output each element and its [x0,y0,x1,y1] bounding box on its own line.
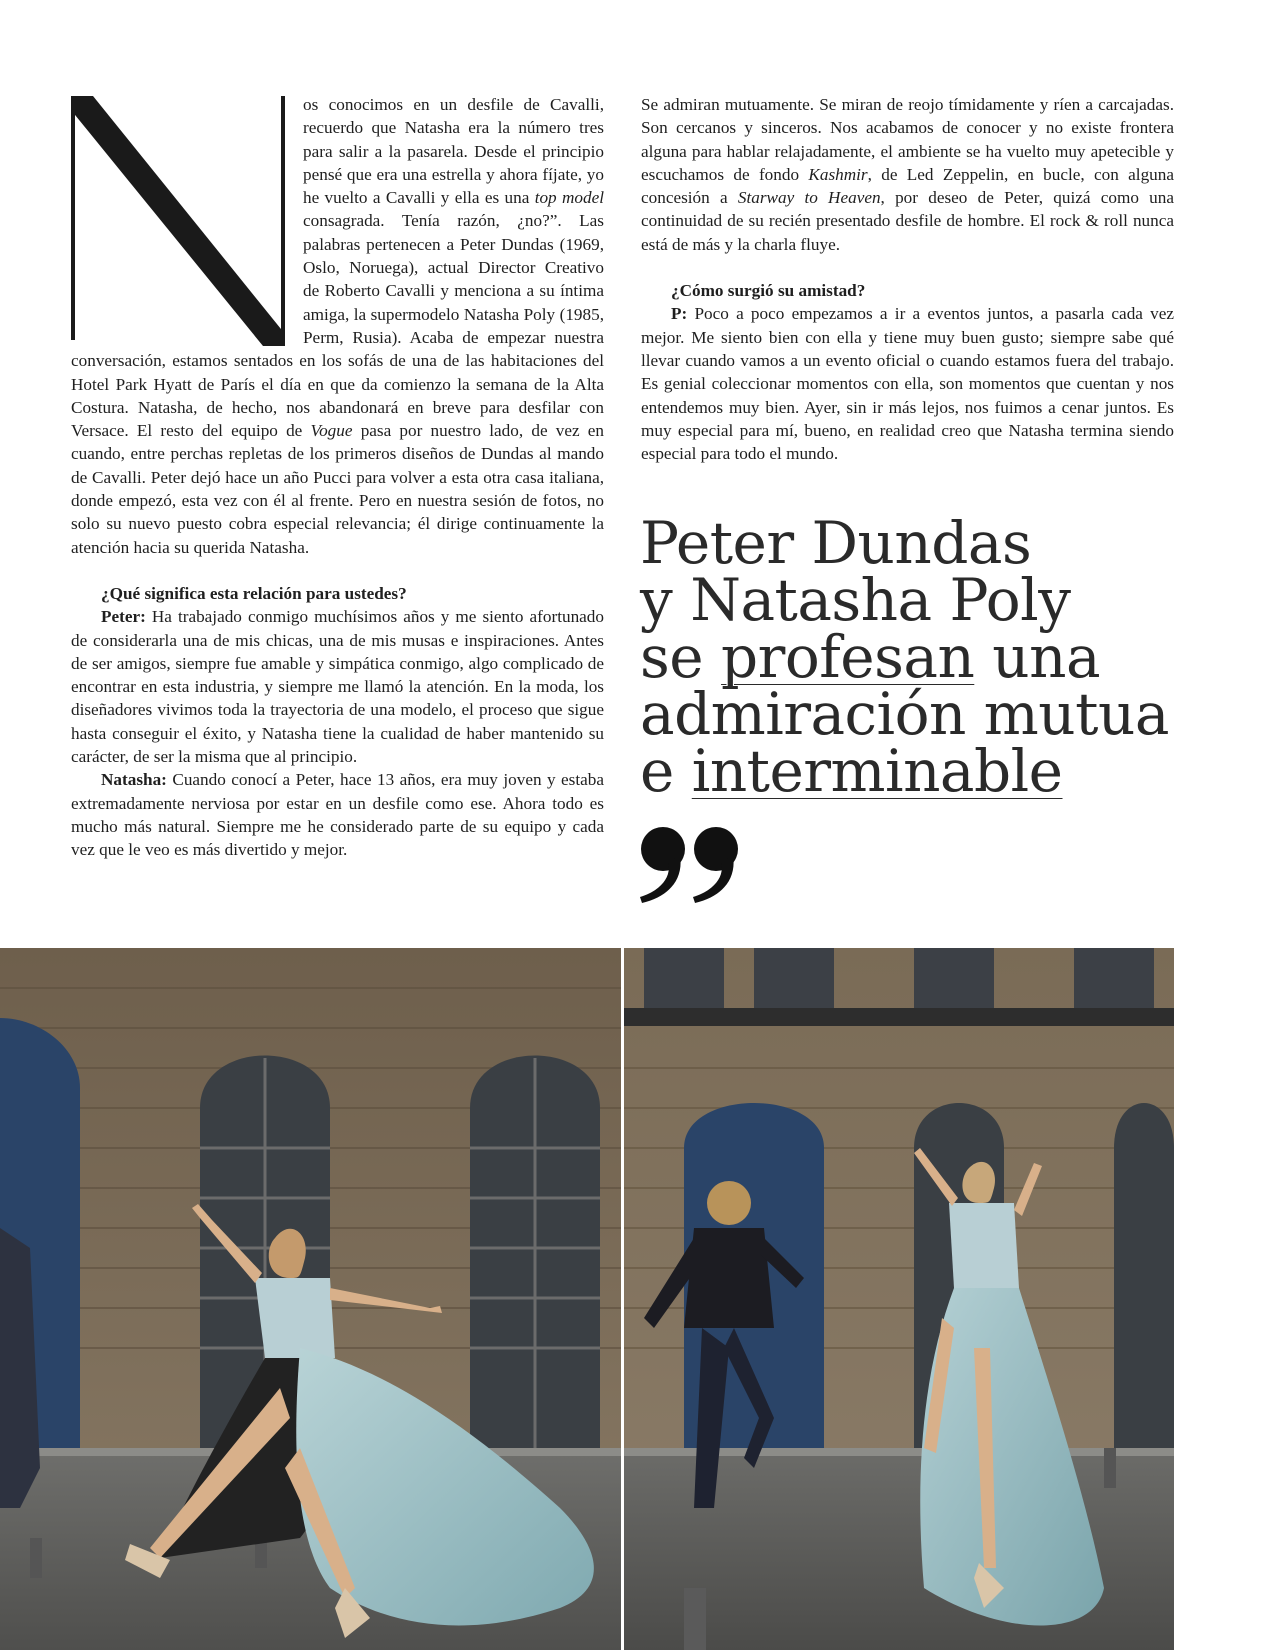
speaker-label: Natasha: [101,770,167,790]
body-paragraph: Se admiran mutuamente. Se miran de reojo tímidamente y ríen a carcajadas. Son cercanos y sinceros. Nos acabamos de conocer y no existe frontera alguna para hablar relajadamente, el ambiente se ha vuelto muy apetecible y escuchamos de fondo Kashmir, de Led Zeppelin, en bucle, con alguna concesión a Starway to Heaven, por deseo de Peter, quizá como una continuidad de su recién presentado desfile de hombre. El rock & roll nunca está de más y la charla fluye. [641,95,1174,254]
pull-quote [640,509,1200,805]
speaker-label: P: [671,304,688,324]
answer-paragraph: P: Poco a poco empezamos a ir a eventos juntos, a pasarla cada vez mejor. Me siento bien con ella y tiene muy buen gusto; siempre sabe qué llevar cuando vamos a un evento oficial o cuando estamos fuera del trabajo. Es genial coleccionar momentos con ella, son momentos que cuentan y nos entendemos muy bien. Ayer, sin ir más lejos, nos fuimos a cenar juntos. Es muy especial para mí, bueno, en realidad creo que Natasha termina siendo especial para todo el mundo. [641,304,1174,464]
photo-natasha-dancing [0,948,621,1650]
pull-quote-line: admiración mutua [640,680,1169,748]
question-heading: ¿Cómo surgió su amistad? [671,281,866,301]
pull-quote-line: se profesan una [640,623,1101,691]
dropcap-letter [71,96,285,346]
article-left-column [71,93,604,862]
article-right-column [641,93,1174,465]
question-heading: ¿Qué significa esta relación para ustedes? [101,583,407,603]
closing-quote-icon [638,825,748,905]
pull-quote-line: Peter Dundas [640,509,1032,577]
pull-quote-line: e interminable [640,737,1063,805]
answer-paragraph: Peter: Ha trabajado conmigo muchísimos años y me siento afortunado de considerarla una de mis chicas, una de mis musas e inspiraciones. Antes de ser amigos, siempre fue amable y simpática conmigo, algo complicado de encontrar en esta industria, y siempre me llamó la atención. En la moda, los diseñadores vivimos toda la trayectoria de una modelo, el proceso que sigue hasta conseguir el éxito, y Natasha tiene la cualidad de haber mantenido su carácter, de ser la misma que al principio. [71,607,604,767]
speaker-label: Peter: [101,607,146,627]
intro-paragraph: os conocimos en un desfile de Cavalli, recuerdo que Natasha era la número tres para salir a la pasarela. Desde el principio pensé que era una estrella y ahora fíjate, yo he vuelto a Cavalli y ella es una top model consagrada. Tenía razón, ¿no?”. Las palabras pertenecen a Peter Dundas (1969, Oslo, Noruega), actual Director Creativo de Roberto Cavalli y menciona a su íntima amiga, la supermodelo Natasha Poly (1985, Perm, Rusia). Acaba de empezar nuestra conversación, estamos sentados en los sofás de una de las habitaciones del Hotel Park Hyatt de París el día en que da comienzo la semana de la Alta Costura. Natasha, de hecho, nos abandonará en breve para desfilar con Versace. El resto del equipo de Vogue pasa por nuestro lado, de vez en cuando, entre perchas repletas de los primeros diseños de Dundas al mando de Cavalli. Peter dejó hace un año Pucci para volver a esta otra casa italiana, donde empezó, esta vez con él al frente. Pero en nuestra sesión de fotos, no solo su nuevo puesto cobra especial relevancia; él dirige continuamente la atención hacia su querida Natasha. [71,95,605,557]
photo-peter-natasha-dancing [624,948,1174,1650]
answer-paragraph: Natasha: Cuando conocí a Peter, hace 13 años, era muy joven y estaba extremadamente nerviosa por estar en un desfile como ese. Ahora todo es mucho más natural. Siempre me he considerado parte de su equipo y cada vez que le veo es más divertido y mejor. [71,770,604,860]
pull-quote-line: y Natasha Poly [640,566,1071,634]
